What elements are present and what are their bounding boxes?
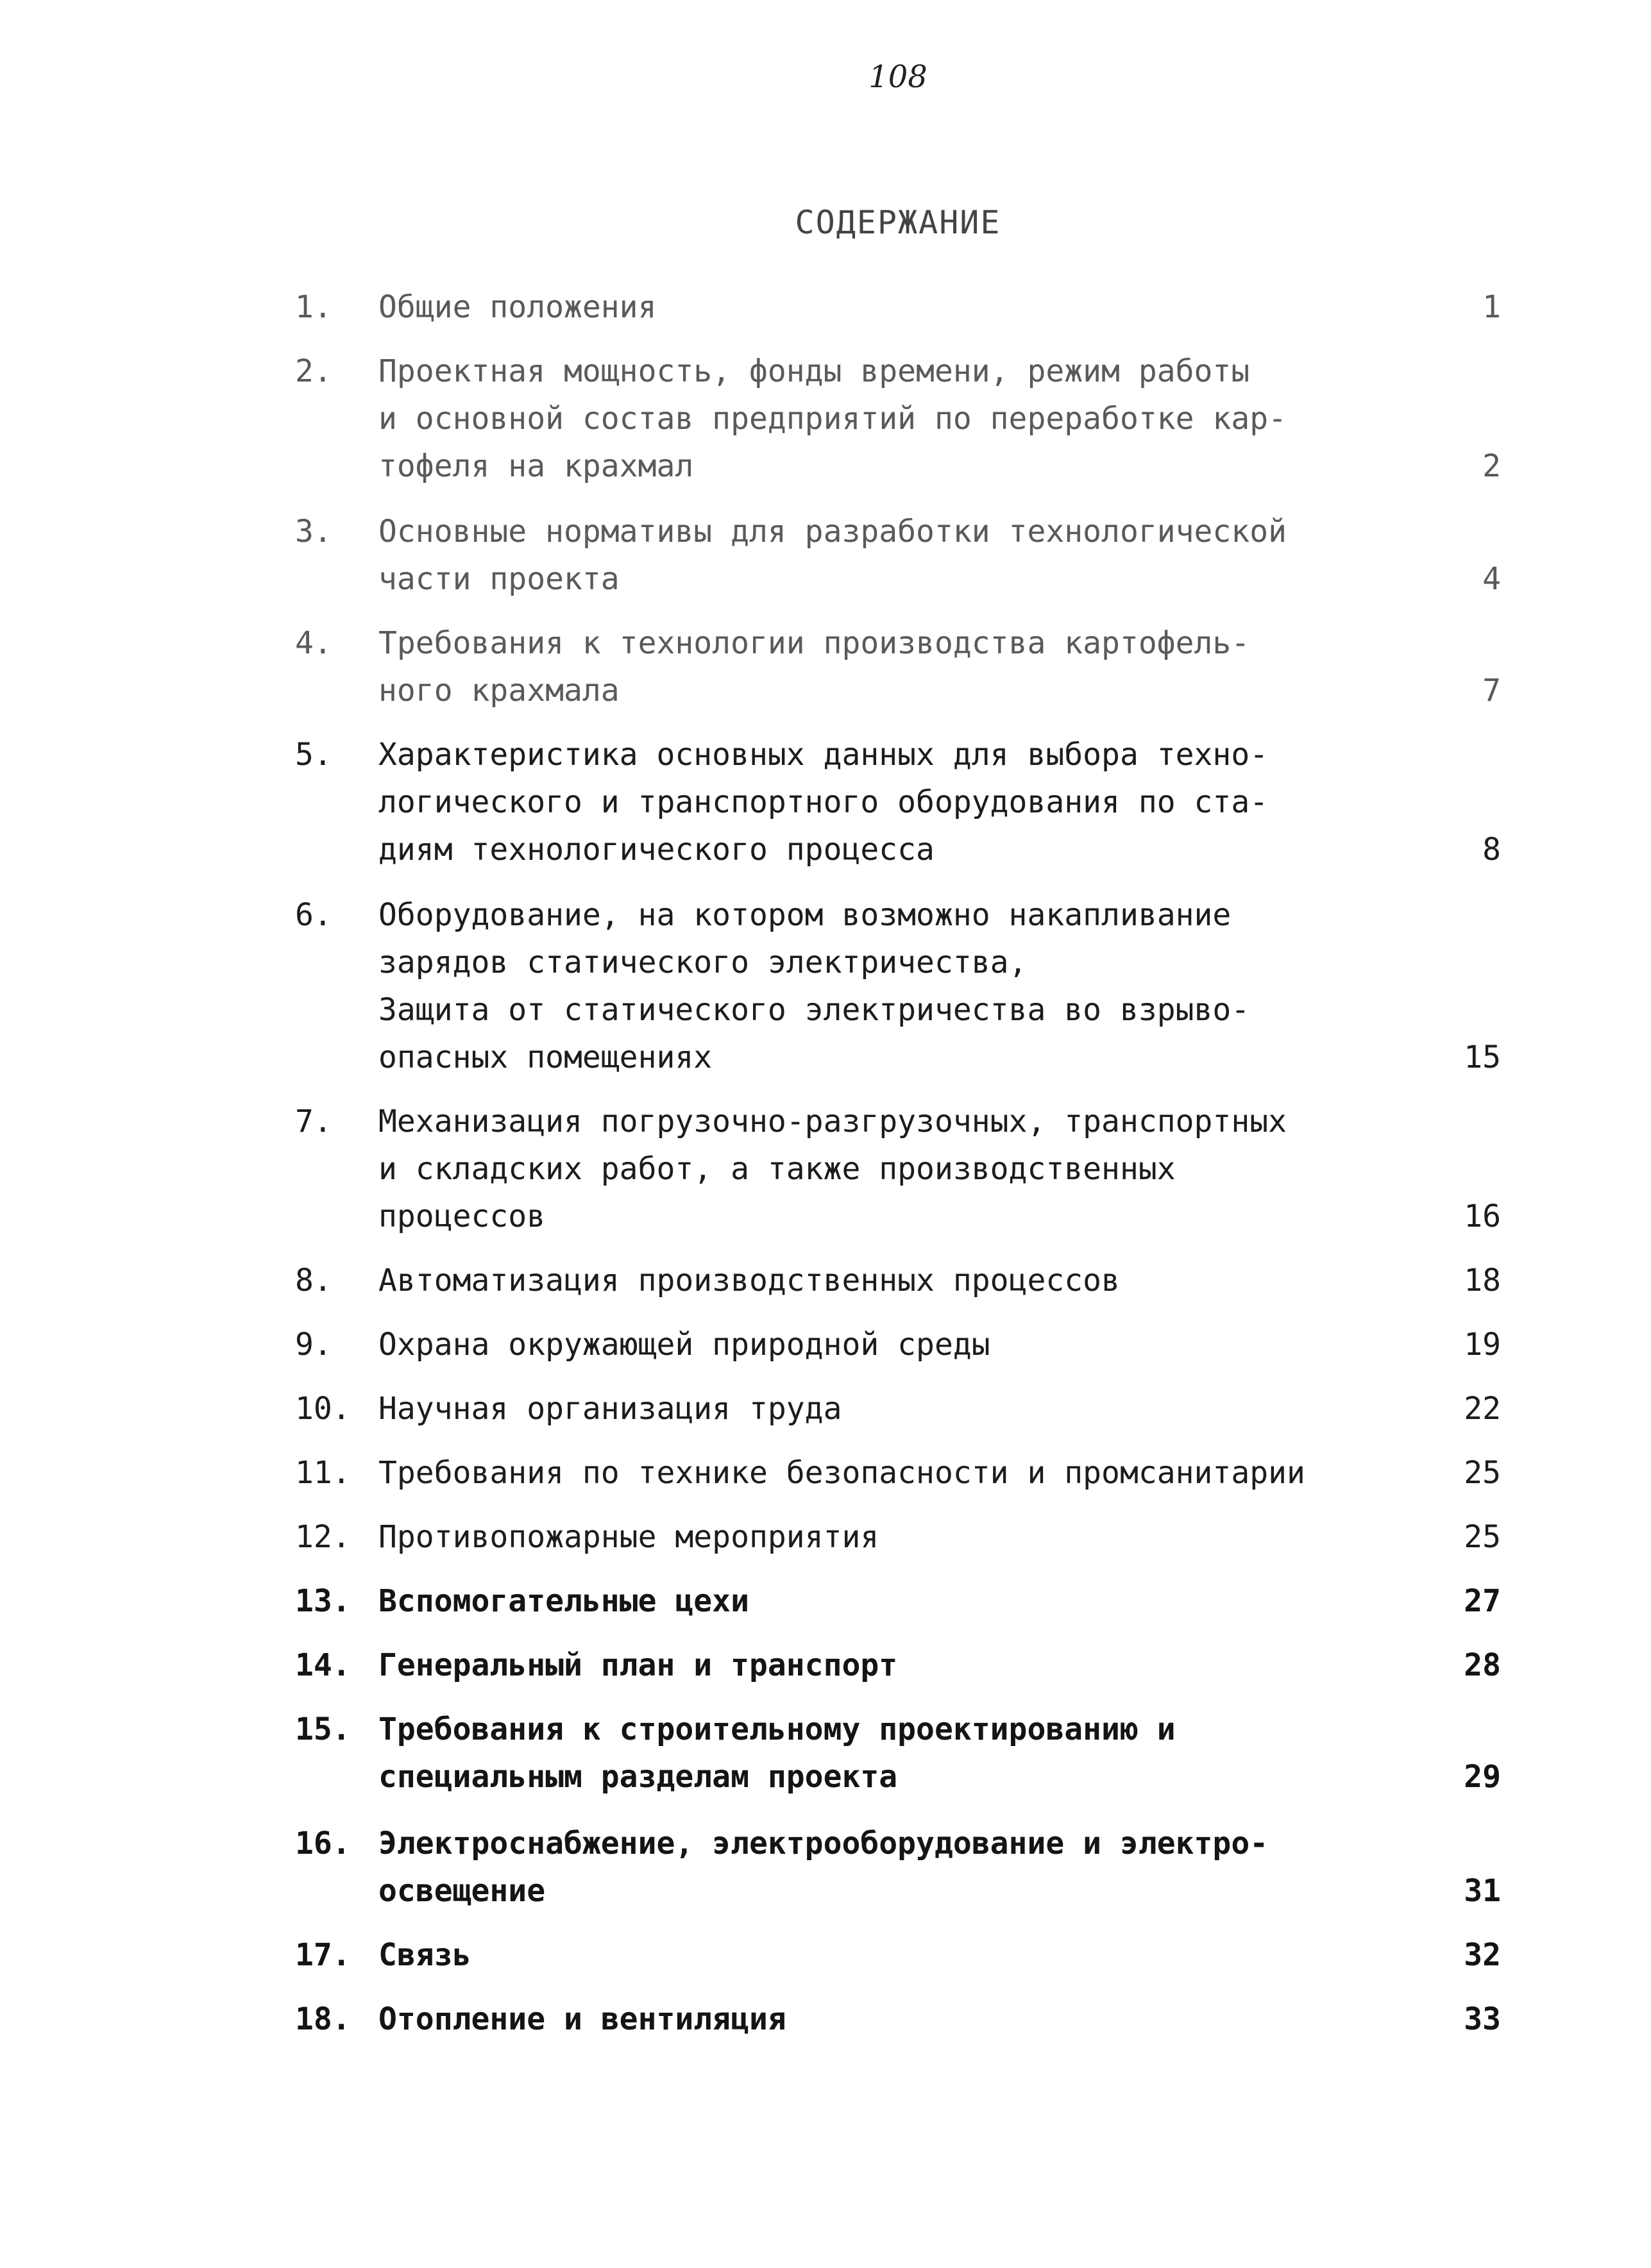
entry-line: Характеристика основных данных для выбора техно- — [378, 737, 1269, 773]
entry-line: диям технологического процесса — [378, 832, 935, 868]
entry-number: 1. — [295, 289, 332, 325]
entry-number: 10. — [295, 1391, 351, 1427]
entry-page: 25 — [1464, 1519, 1501, 1555]
entry-line: Требования по технике безопасности и промсанитарии — [378, 1455, 1305, 1491]
entry-number: 7. — [295, 1104, 332, 1139]
entry-page: 33 — [1464, 2001, 1501, 2037]
toc-entry — [295, 1513, 1501, 1561]
entry-page: 4 — [1482, 561, 1501, 597]
entry-page: 8 — [1482, 832, 1501, 868]
entry-line: Генеральный план и транспорт — [378, 1647, 898, 1683]
entry-number: 11. — [295, 1455, 351, 1491]
entry-page: 31 — [1464, 1873, 1501, 1909]
entry-title — [378, 1706, 1398, 1801]
entry-title — [378, 619, 1398, 714]
toc-entry — [295, 1321, 1501, 1368]
entry-title — [378, 1449, 1398, 1497]
entry-line: логического и транспортного оборудования по ста- — [378, 784, 1269, 820]
entry-line: Проектная мощность, фонды времени, режим работы — [378, 353, 1250, 389]
toc-entry — [295, 1642, 1501, 1689]
entry-number: 2. — [295, 353, 332, 389]
entry-number: 3. — [295, 514, 332, 550]
entry-page: 16 — [1464, 1198, 1501, 1234]
toc-entry — [295, 1820, 1501, 1915]
entry-line: Требования к строительному проектированию и — [378, 1711, 1176, 1747]
entry-number: 5. — [295, 737, 332, 773]
toc-entry — [295, 891, 1501, 1081]
entry-number: 16. — [295, 1826, 351, 1861]
entry-page: 28 — [1464, 1647, 1501, 1683]
entry-page: 2 — [1482, 448, 1501, 484]
toc-entry — [295, 1449, 1501, 1497]
entry-number: 15. — [295, 1711, 351, 1747]
entry-page: 7 — [1482, 673, 1501, 709]
entry-page: 15 — [1464, 1039, 1501, 1075]
toc-entry — [295, 1385, 1501, 1432]
entry-number: 9. — [295, 1327, 332, 1363]
entry-line: Оборудование, на котором возможно накапливание — [378, 897, 1232, 933]
entry-page: 25 — [1464, 1455, 1501, 1491]
entry-number: 6. — [295, 897, 332, 933]
entry-page: 27 — [1464, 1583, 1501, 1619]
entry-line: Защита от статического электричества во взрыво- — [378, 992, 1250, 1028]
entry-number: 4. — [295, 625, 332, 661]
entry-line: Противопожарные мероприятия — [378, 1519, 879, 1555]
entry-line: и основной состав предприятий по переработке кар- — [378, 401, 1287, 437]
entry-title — [378, 1257, 1398, 1304]
entry-line: зарядов статического электричества, — [378, 945, 1028, 980]
entry-line: Научная организация труда — [378, 1391, 842, 1427]
toc-title: СОДЕРЖАНИЕ — [795, 204, 1001, 241]
entry-line: Автоматизация производственных процессов — [378, 1263, 1120, 1298]
entry-line: Отопление и вентиляция — [378, 2001, 786, 2037]
toc-entry — [295, 1257, 1501, 1304]
entry-line: освещение — [378, 1873, 546, 1909]
entry-number: 8. — [295, 1263, 332, 1298]
entry-page: 32 — [1464, 1937, 1501, 1973]
entry-page: 29 — [1464, 1759, 1501, 1795]
entry-page: 22 — [1464, 1391, 1501, 1427]
entry-title — [378, 1577, 1398, 1625]
entry-title — [378, 508, 1398, 603]
entry-title — [378, 1098, 1398, 1240]
entry-page: 19 — [1464, 1327, 1501, 1363]
toc-entry — [295, 1577, 1501, 1625]
toc-entry — [295, 731, 1501, 873]
toc-entry — [295, 1931, 1501, 1979]
entry-title — [378, 1820, 1398, 1915]
entry-line: Требования к технологии производства картофель- — [378, 625, 1250, 661]
entry-page: 1 — [1482, 289, 1501, 325]
entry-line: Общие положения — [378, 289, 657, 325]
entry-title — [378, 283, 1398, 331]
page-number: 108 — [868, 59, 927, 95]
toc-entry — [295, 348, 1501, 490]
entry-line: и складских работ, а также производственных — [378, 1151, 1176, 1187]
entry-number: 14. — [295, 1647, 351, 1683]
entry-title — [378, 1995, 1398, 2043]
entry-title — [378, 1931, 1398, 1979]
toc-entry — [295, 283, 1501, 331]
entry-title — [378, 1385, 1398, 1432]
entry-line: Вспомогательные цехи — [378, 1583, 749, 1619]
entry-title — [378, 891, 1398, 1081]
toc-entry — [295, 1706, 1501, 1801]
entry-line: ного крахмала — [378, 673, 620, 709]
entry-number: 12. — [295, 1519, 351, 1555]
entry-title — [378, 731, 1398, 873]
entry-line: части проекта — [378, 561, 620, 597]
entry-line: специальным разделам проекта — [378, 1759, 898, 1795]
entry-line: Основные нормативы для разработки технологической — [378, 514, 1287, 550]
entry-title — [378, 1642, 1398, 1689]
entry-line: Электроснабжение, электрооборудование и электро- — [378, 1826, 1269, 1861]
entry-line: Связь — [378, 1937, 471, 1973]
entry-line: Механизация погрузочно-разгрузочных, транспортных — [378, 1104, 1287, 1139]
toc-entry — [295, 508, 1501, 603]
entry-title — [378, 1321, 1398, 1368]
toc-entry — [295, 1995, 1501, 2043]
entry-number: 13. — [295, 1583, 351, 1619]
entry-number: 17. — [295, 1937, 351, 1973]
entry-number: 18. — [295, 2001, 351, 2037]
toc-entry — [295, 619, 1501, 714]
entry-page: 18 — [1464, 1263, 1501, 1298]
toc-entry — [295, 1098, 1501, 1240]
entry-title — [378, 1513, 1398, 1561]
entry-title — [378, 348, 1398, 490]
entry-line: опасных помещениях — [378, 1039, 713, 1075]
entry-line: Охрана окружающей природной среды — [378, 1327, 990, 1363]
entry-line: процессов — [378, 1198, 546, 1234]
entry-line: тофеля на крахмал — [378, 448, 694, 484]
